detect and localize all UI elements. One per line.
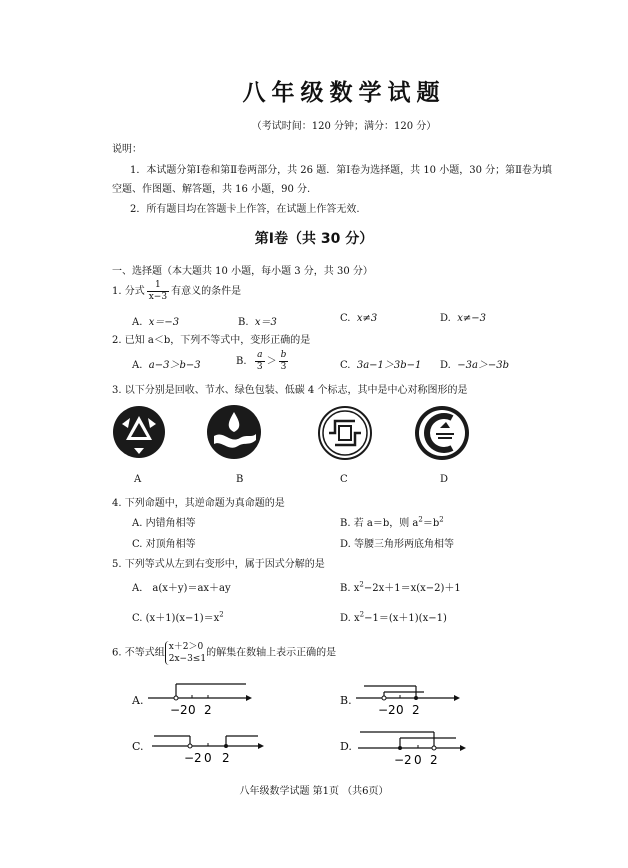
option-text: C. (x＋1)(x−1)＝x (132, 613, 220, 624)
option-text: a−3＞b−3 (148, 360, 201, 371)
question-3-stem: 3. 以下分别是回收、节水、绿色包装、低碳 4 个标志，其中是中心对称图形的是 (112, 385, 468, 396)
notes-line-1b: 空题、作图题、解答题，共 16 小题，90 分. (112, 184, 311, 195)
fraction-denominator: 3 (280, 362, 287, 372)
question-1-post: 有意义的条件是 (171, 286, 242, 297)
notes-line-2: 2．所有题目均在答题卡上作答，在试题上作答无效. (130, 204, 360, 215)
q5-option-b[interactable] (340, 579, 461, 594)
number-line-a[interactable] (146, 680, 256, 720)
exponent: 2 (359, 580, 364, 589)
number-line-d[interactable] (356, 726, 472, 770)
fraction (147, 280, 169, 303)
figure-label-b: B (236, 474, 244, 485)
figure-label-a: A (134, 474, 142, 485)
q4-option-a[interactable]: A. 内错角相等 (132, 518, 196, 529)
fraction-numerator: a (255, 350, 265, 362)
q2-option-b[interactable] (236, 350, 290, 373)
question-6-post: 的解集在数轴上表示正确的是 (206, 647, 337, 659)
option-letter: B. (238, 317, 249, 328)
option-text: x≠3 (356, 313, 378, 324)
q4-option-c[interactable]: C. 对顶角相等 (132, 539, 196, 550)
option-letter: D. (440, 360, 451, 371)
part-heading: 一、选择题（本大题共 10 小题，每小题 3 分，共 30 分） (112, 266, 373, 277)
tick-label: −2 (170, 703, 188, 717)
option-text: x＝3 (254, 317, 277, 328)
exponent: 2 (219, 610, 224, 619)
tick-label: 2 (222, 751, 230, 765)
option-letter: C. (340, 313, 351, 324)
q1-option-b[interactable] (238, 313, 277, 328)
fraction-b-over-3 (279, 350, 289, 373)
q4-option-d[interactable]: D. 等腰三角形两底角相等 (340, 539, 455, 550)
number-line-c[interactable] (150, 728, 270, 768)
figure-label-c: C (340, 474, 348, 485)
fraction-numerator: b (280, 350, 287, 360)
q2-option-a[interactable] (132, 356, 201, 371)
option-letter: C. (340, 360, 351, 371)
option-letter: A. (132, 360, 143, 371)
tick-label: 2 (430, 753, 438, 767)
exponent: 2 (439, 515, 444, 524)
question-5-stem: 5. 下列等式从左到右变形中，属于因式分解的是 (112, 559, 325, 570)
question-2-stem: 2. 已知 a＜b，下列不等式中，变形正确的是 (112, 335, 311, 346)
tick-label: −2 (184, 751, 202, 765)
q6-option-d-letter[interactable]: D. (340, 740, 352, 753)
question-6-pre: 6. 不等式组 (112, 647, 165, 659)
option-letter: D. (440, 313, 451, 324)
q1-option-c[interactable] (340, 313, 377, 324)
tick-label: 0 (414, 753, 422, 767)
inequality-system (165, 641, 206, 665)
question-1-pre: 分式 (124, 286, 145, 297)
question-6-stem (112, 641, 336, 665)
low-carbon-logo-image[interactable] (414, 404, 470, 462)
q1-option-a[interactable] (132, 313, 179, 328)
q2-option-d[interactable] (440, 356, 509, 371)
tick-label: 2 (412, 703, 420, 717)
tick-label: 0 (204, 751, 212, 765)
option-letter: A. (132, 317, 143, 328)
recycle-logo-image[interactable] (112, 404, 166, 460)
number-line-b[interactable] (354, 680, 464, 720)
option-text: −1＝(x＋1)(x−1) (364, 613, 447, 624)
water-saving-logo-image[interactable] (206, 404, 262, 460)
tick-label: −2 (394, 753, 412, 767)
option-text: x≠−3 (457, 313, 486, 324)
exponent: 2 (359, 610, 365, 619)
q5-option-d[interactable] (340, 609, 447, 624)
exam-info: （考试时间：120 分钟；满分：120 分） (251, 121, 437, 132)
fraction-denominator: 3 (256, 362, 263, 372)
q6-option-b-letter[interactable]: B. (340, 694, 352, 707)
tick-label: 0 (188, 703, 196, 717)
option-text: x＝−3 (148, 317, 180, 328)
option-text: B. 若 a＝b，则 a (340, 518, 419, 529)
inequality-2: 2x−3≤1 (168, 654, 207, 664)
option-text: ＝b (422, 518, 440, 529)
exponent: 2 (418, 515, 423, 524)
fraction-numerator: 1 (147, 280, 169, 292)
greater-sign: ＞ (266, 356, 277, 367)
q6-option-a-letter[interactable]: A. (132, 694, 144, 707)
q1-option-d[interactable] (440, 313, 486, 324)
green-packaging-logo-image[interactable] (317, 405, 373, 461)
figure-label-d: D (440, 474, 449, 485)
option-letter: B. (236, 356, 247, 367)
option-text: D. x (340, 613, 360, 624)
page-footer: 八年级数学试题 第1页 （共6页） (239, 786, 389, 797)
page-title: 八年级数学试题 (242, 80, 446, 106)
q6-option-c-letter[interactable]: C. (132, 740, 144, 753)
q5-option-c[interactable] (132, 609, 224, 624)
tick-label: −2 (378, 703, 396, 717)
fraction-denominator: x−3 (148, 292, 168, 302)
question-1-stem (112, 280, 241, 303)
inequality-1: x＋2＞0 (168, 642, 204, 652)
q4-option-b[interactable] (340, 514, 444, 529)
option-text: 3a−1＞3b−1 (356, 360, 422, 371)
fraction-a-over-3 (255, 350, 265, 373)
section-title: 第Ⅰ卷（共 30 分） (254, 231, 374, 247)
question-4-stem: 4. 下列命题中，其逆命题为真命题的是 (112, 498, 285, 509)
option-text: B. x (340, 583, 360, 594)
q5-option-a[interactable]: A． a(x＋y)＝ax＋ay (132, 583, 231, 594)
option-text: −3a＞−3b (457, 360, 510, 371)
option-text: −2x＋1＝x(x−2)＋1 (363, 583, 461, 594)
question-number: 1. (112, 286, 122, 297)
notes-line-1a: 1．本试题分第Ⅰ卷和第Ⅱ卷两部分，共 26 题．第Ⅰ卷为选择题，共 10 小题，30 分；第Ⅱ卷为填 (130, 165, 552, 176)
tick-label: 0 (396, 703, 404, 717)
q2-option-c[interactable] (340, 356, 421, 371)
tick-label: 2 (204, 703, 212, 717)
notes-heading: 说明： (112, 144, 142, 155)
